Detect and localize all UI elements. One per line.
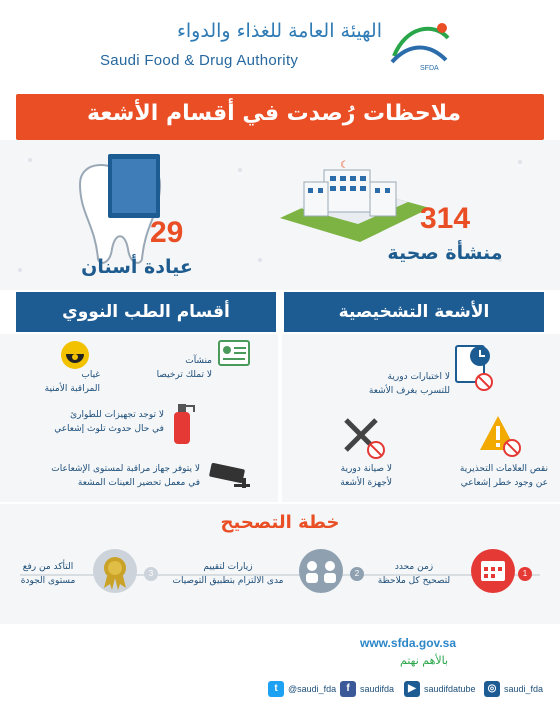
- note-line: منشآت: [185, 356, 212, 366]
- step-line: مدى الالتزام بتطبيق التوصيات: [172, 576, 284, 586]
- plan-step-1: [362, 560, 466, 588]
- nuclear-note-security: [10, 368, 100, 396]
- note-line: لأجهزة الأشعة: [340, 478, 392, 488]
- step-2-badge: 2: [350, 567, 364, 581]
- note-line: للتسرب بغرف الأشعة: [368, 386, 450, 396]
- note-line: غياب: [81, 370, 100, 380]
- note-line: لا توجد تجهيزات للطوارئ: [70, 410, 164, 420]
- social-handle: @saudi_fda: [288, 684, 337, 694]
- instagram-icon: ◎: [484, 681, 500, 697]
- security-camera-dome-icon: [60, 340, 90, 370]
- surveillance-camera-icon: [204, 462, 254, 488]
- svg-text:☾: ☾: [340, 160, 349, 171]
- license-card-icon: [218, 340, 250, 366]
- diagnostic-note-maintenance: [300, 462, 392, 490]
- diagnostic-radiology-heading: الأشعة التشخيصية: [284, 292, 544, 332]
- inspection-visit-icon: [298, 548, 344, 594]
- fire-extinguisher-icon: [168, 400, 196, 446]
- twitter-icon: t: [268, 681, 284, 697]
- nuclear-note-license: [150, 354, 212, 382]
- note-line: نقص العلامات التحذيرية: [459, 464, 548, 474]
- social-instagram[interactable]: [484, 678, 543, 700]
- social-handle: saudifdatube: [424, 684, 476, 694]
- note-line: لا صيانة دورية: [340, 464, 392, 474]
- stats-panel: [0, 140, 560, 290]
- correction-plan-panel: [0, 504, 560, 624]
- quality-medal-icon: [92, 548, 138, 594]
- website-link[interactable]: www.sfda.gov.sa: [360, 636, 457, 650]
- footer: [0, 624, 560, 704]
- note-line: لا تملك ترخيصا: [156, 370, 212, 380]
- social-youtube[interactable]: [404, 678, 476, 700]
- facebook-icon: f: [340, 681, 356, 697]
- social-handle: saudifda: [360, 684, 395, 694]
- clipboard-clock-no-test-icon: [452, 342, 496, 392]
- org-name-english: Saudi Food & Drug Authority: [100, 52, 299, 69]
- nuclear-medicine-heading: أقسام الطب النووي: [16, 292, 276, 332]
- slogan: بالأهم نهتم: [400, 654, 449, 667]
- calendar-icon: [470, 548, 516, 594]
- nuclear-note-monitoring: [10, 462, 200, 490]
- social-facebook[interactable]: [340, 678, 394, 700]
- org-name-arabic: الهيئة العامة للغذاء والدواء: [176, 20, 382, 42]
- social-links: [0, 678, 560, 700]
- social-twitter[interactable]: [268, 678, 336, 700]
- diagnostic-note-warning-signs: [400, 462, 548, 490]
- page-title: ملاحظات رُصدت في أقسام الأشعة: [86, 101, 462, 126]
- step-line: زمن محدد: [394, 562, 434, 572]
- step-line: مستوى الجودة: [20, 576, 76, 586]
- step-1-badge: 1: [518, 567, 532, 581]
- sfda-logo-icon: [386, 16, 456, 74]
- diagnostic-note-tests: [350, 370, 450, 398]
- title-banner: [16, 94, 544, 140]
- social-handle: saudi_fda: [504, 684, 544, 694]
- header: [0, 0, 560, 88]
- note-line: في حال حدوث تلوث إشعاعي: [54, 424, 164, 434]
- note-line: المراقبة الأمنية: [44, 384, 100, 394]
- plan-step-3: [6, 560, 90, 588]
- note-line: لا اختبارات دورية: [387, 372, 450, 382]
- step-line: التأكد من رفع: [22, 562, 74, 572]
- youtube-icon: ▶: [404, 681, 420, 697]
- step-line: زيارات لتقييم: [203, 562, 253, 572]
- tools-no-maintenance-icon: [338, 412, 386, 460]
- dental-clinics-label: عيادة أسنان: [81, 256, 193, 278]
- dental-clinics-count: 29: [150, 216, 184, 249]
- hospital-icon: [280, 158, 430, 242]
- plan-step-2: [162, 560, 294, 588]
- warning-sign-icon: [478, 414, 524, 458]
- note-line: لا يتوفر جهاز مراقبة لمستوى الإشعاعات: [51, 464, 200, 474]
- health-facilities-label: منشأة صحية: [387, 242, 503, 264]
- note-line: عن وجود خطر إشعاعي: [460, 478, 548, 488]
- logo-abbrev: SFDA: [420, 65, 439, 72]
- correction-plan-title: خطة التصحيح: [220, 512, 340, 533]
- step-3-badge: 3: [144, 567, 158, 581]
- note-line: في معمل تحضير العينات المشعة: [77, 478, 200, 488]
- health-facilities-count: 314: [420, 202, 471, 235]
- nuclear-note-emergency: [18, 408, 164, 436]
- step-line: لتصحيح كل ملاحظة: [377, 576, 451, 586]
